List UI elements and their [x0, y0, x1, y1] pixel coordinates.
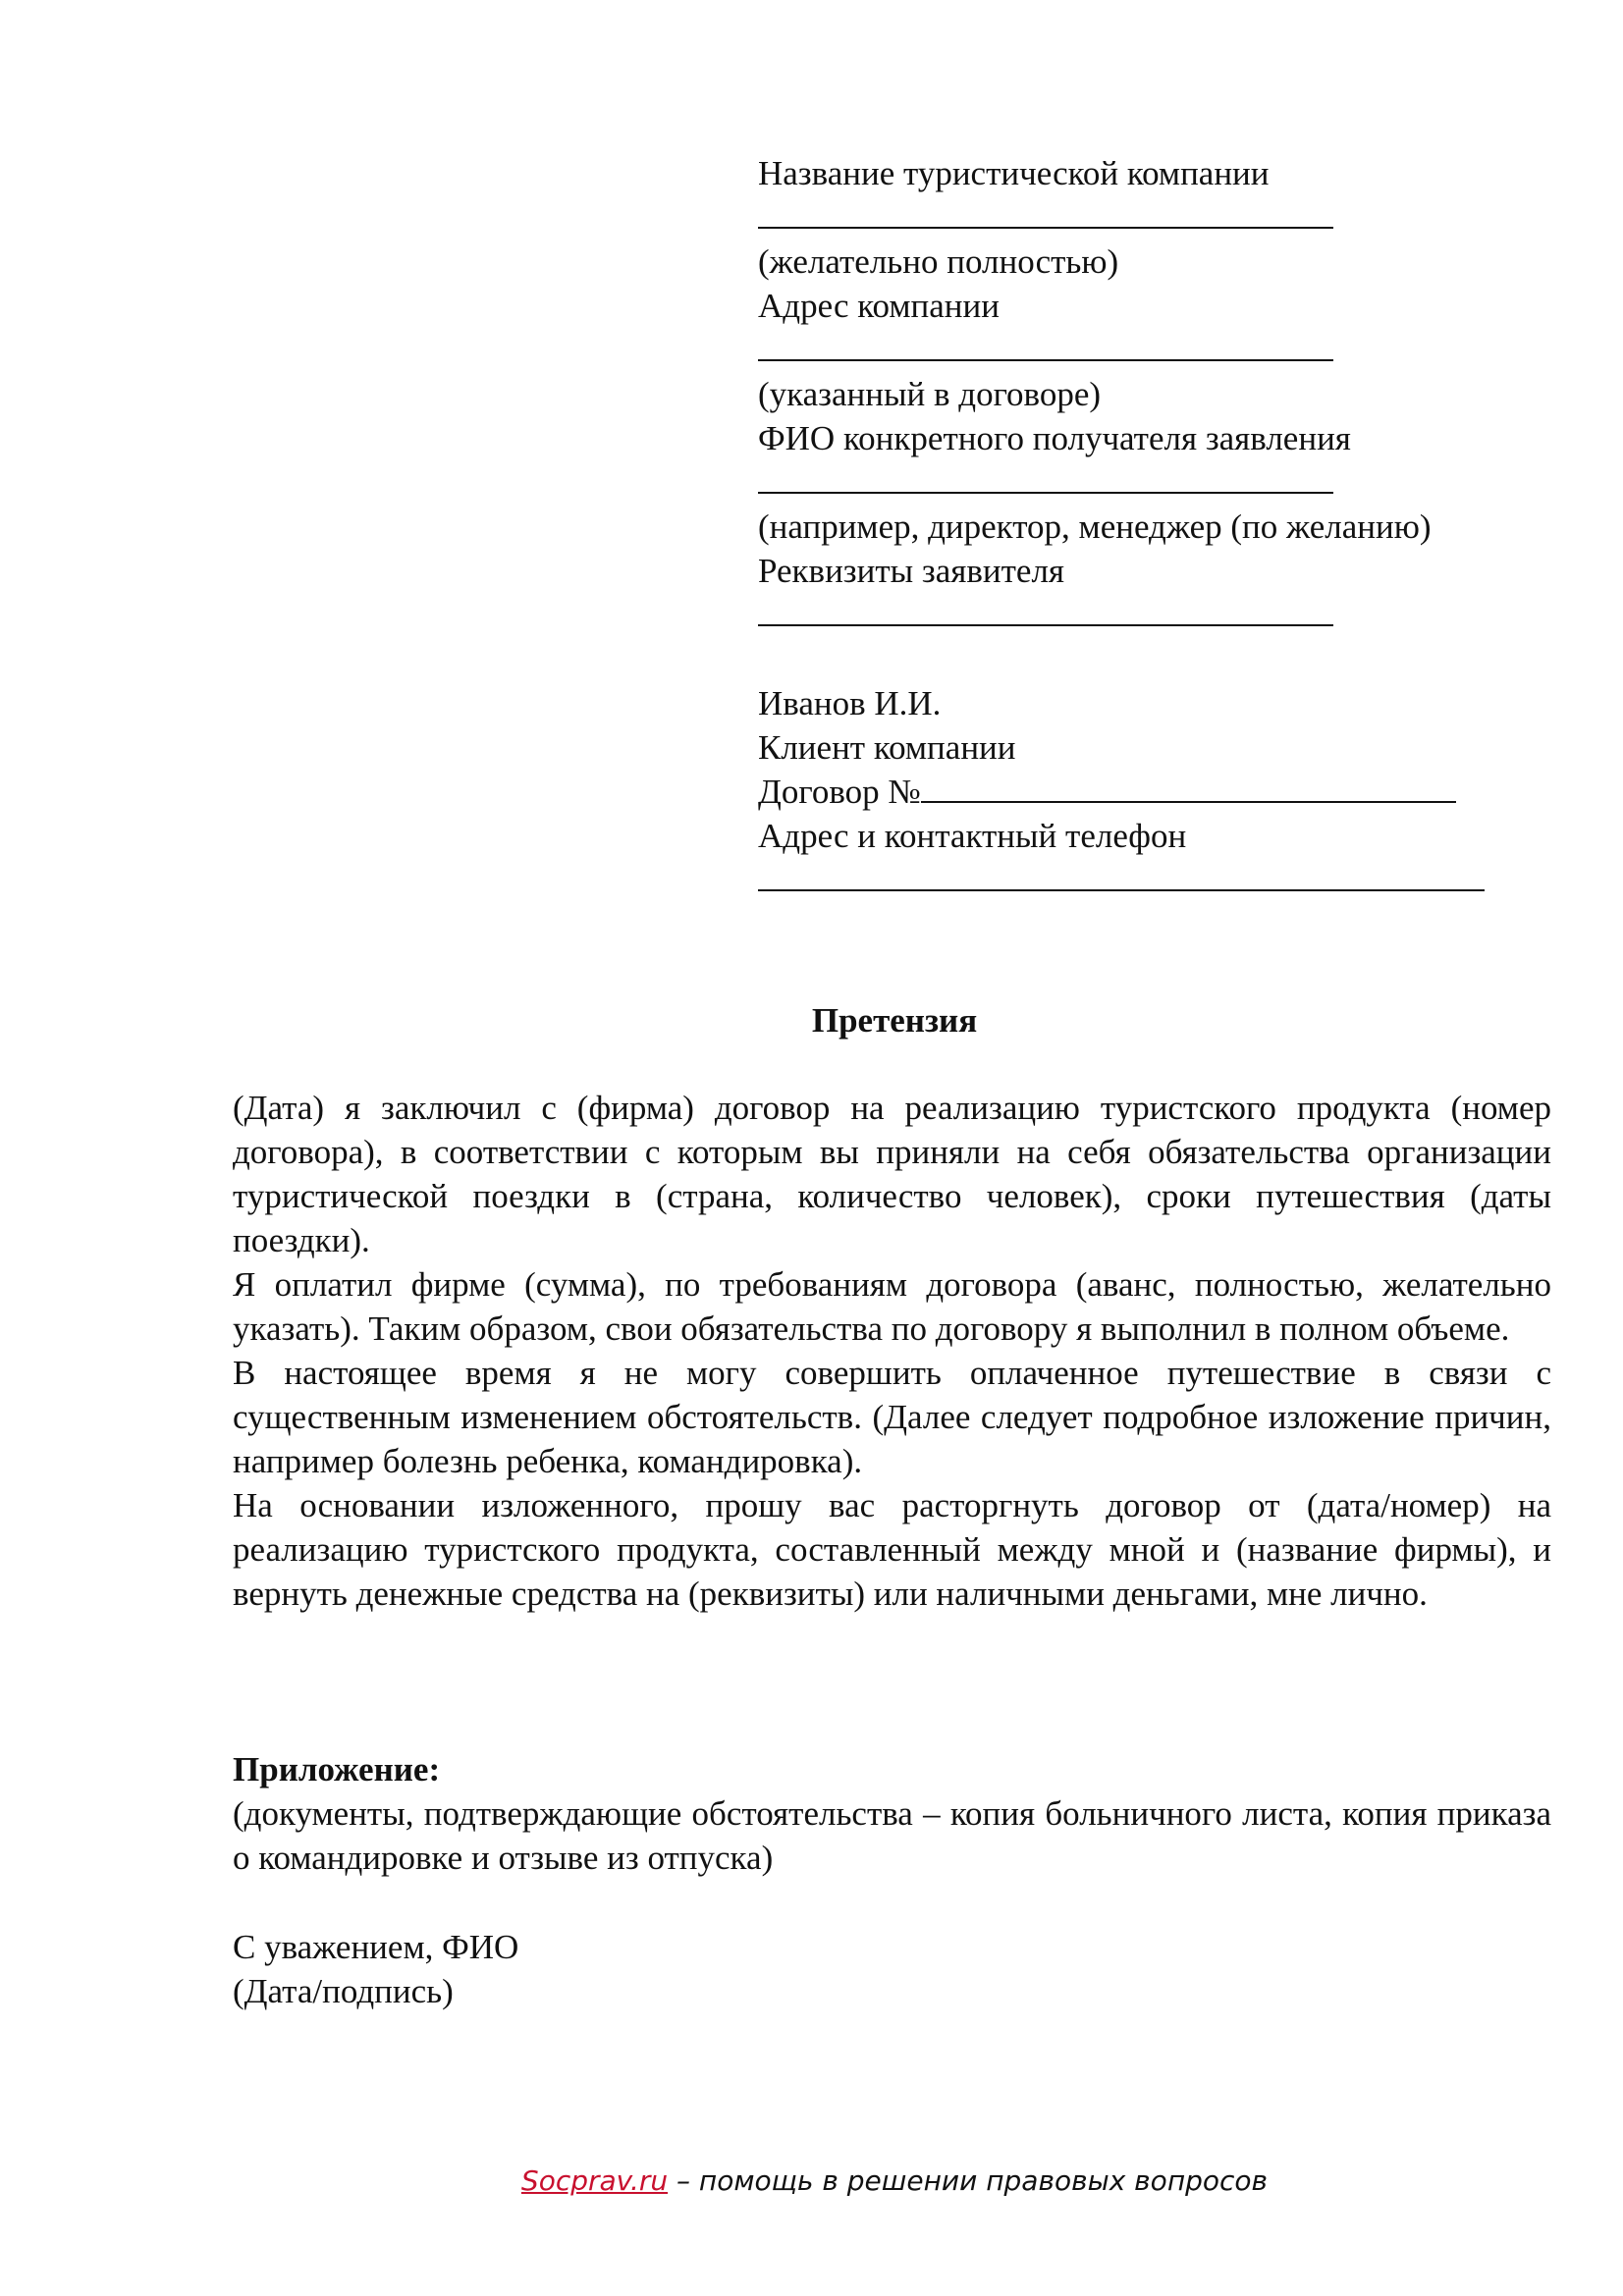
applicant-details-blank [758, 593, 1563, 637]
blank-line [758, 860, 1485, 891]
date-signature-line: (Дата/подпись) [233, 1972, 454, 2010]
regards-line: С уважением, ФИО [233, 1928, 519, 1966]
company-name-hint: (желательно полностью) [758, 242, 1119, 281]
footer-tagline: – помощь в решении правовых вопросов [668, 2164, 1269, 2197]
site-link[interactable]: Socprav.ru [520, 2164, 669, 2197]
paragraph: (Дата) я заключил с (фирма) договор на реализацию туристского продукта (номер договора), в соответствии с которым вы приняли на себя обязательства организации туристической поездки в (страна, количество человек), сроки путешествия (даты поездки). [233, 1089, 1551, 1259]
document-title: Претензия [811, 1001, 978, 1040]
claim-body [233, 1086, 1551, 1616]
appendix-section [233, 1747, 1551, 1880]
contract-label: Договор № [758, 773, 921, 811]
addressee-block [758, 151, 1563, 902]
recipient-blank [758, 460, 1563, 505]
footer [0, 2163, 1623, 2199]
paragraph: На основании изложенного, прошу вас расторгнуть договор от (дата/номер) на реализацию туристского продукта, составленный между мной и (название фирмы), и вернуть денежные средства на (реквизиты) или наличными деньгами, мне лично. [233, 1486, 1551, 1613]
applicant-details-label: Реквизиты заявителя [758, 552, 1065, 590]
recipient-label: ФИО конкретного получателя заявления [758, 419, 1351, 457]
closing-section [233, 1925, 1551, 2013]
blank-line [758, 330, 1333, 361]
blank-line [758, 197, 1333, 229]
blank-line [758, 462, 1333, 494]
contract-line [758, 770, 1563, 814]
recipient-hint: (например, директор, менеджер (по желанию) [758, 507, 1432, 546]
company-address-label: Адрес компании [758, 287, 1000, 325]
appendix-text: (документы, подтверждающие обстоятельства – копия больничного листа, копия приказа о командировке и отзыве из отпуска) [233, 1794, 1551, 1877]
paragraph: В настоящее время я не могу совершить оплаченное путешествие в связи с существенным изменением обстоятельств. (Далее следует подробное изложение причин, например болезнь ребенка, командировка). [233, 1354, 1551, 1480]
company-name-blank [758, 195, 1563, 240]
paragraph: Я оплатил фирме (сумма), по требованиям договора (аванс, полностью, желательно указать). Таким образом, свои обязательства по договору я выполнил в полном объеме. [233, 1265, 1551, 1348]
blank-line [921, 772, 1456, 803]
appendix-heading: Приложение: [233, 1750, 441, 1789]
blank-line [758, 595, 1333, 626]
applicant-role: Клиент компании [758, 728, 1016, 767]
company-address-hint: (указанный в договоре) [758, 375, 1102, 413]
company-name-label: Название туристической компании [758, 154, 1270, 192]
applicant-name: Иванов И.И. [758, 684, 942, 722]
address-phone-label: Адрес и контактный телефон [758, 817, 1187, 855]
address-phone-blank [758, 858, 1563, 902]
company-address-blank [758, 328, 1563, 372]
